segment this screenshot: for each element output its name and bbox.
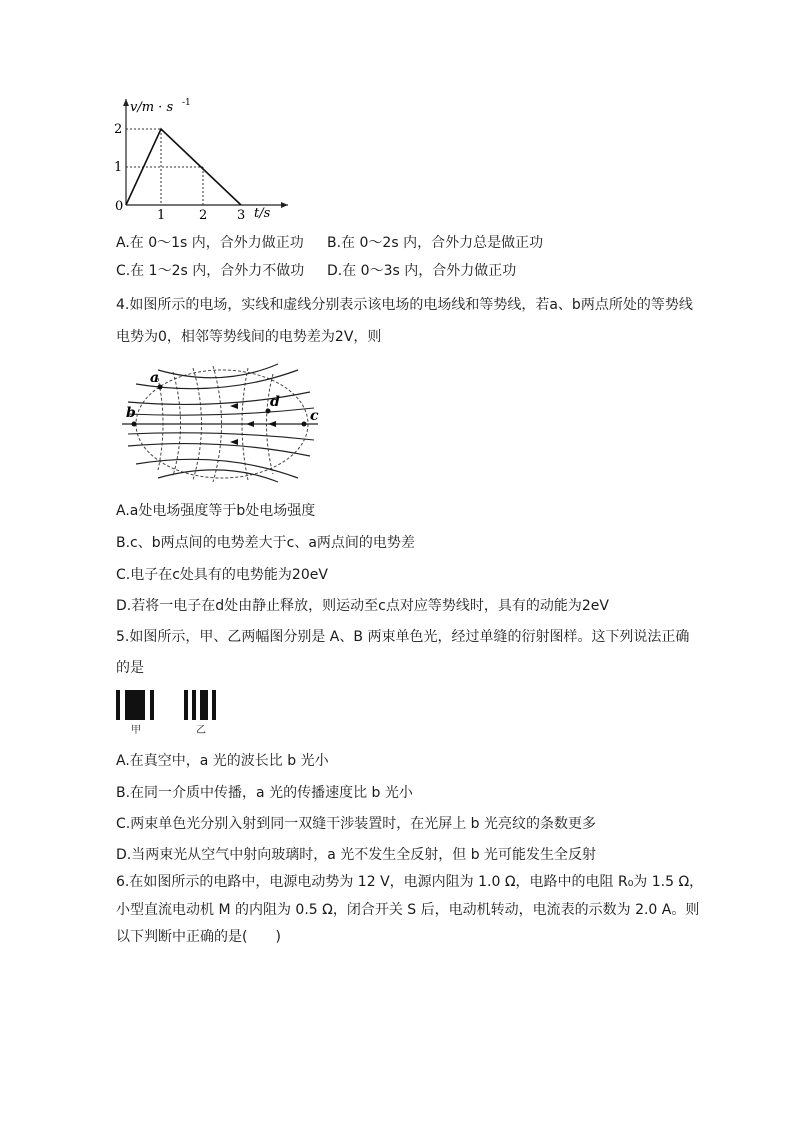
x-tick-label: 1 <box>157 208 166 223</box>
q3-option-d: D.在 0～3s 内，合外力做正功 <box>327 263 517 279</box>
q5-stem-line1: 5.如图所示，甲、乙两幅图分别是 A、B 两束单色光，经过单缝的衍射图样。这下列说法正确 <box>116 629 690 645</box>
q5-option-a: A.在真空中，a 光的波长比 b 光小 <box>116 753 329 769</box>
q6-stem-line1: 6.在如图所示的电路中，电源电动势为 12 V，电源内阻为 1.0 Ω，电路中的电阻 R₀为 1.5 Ω， <box>116 874 704 890</box>
q5-option-d: D.当两束光从空气中射向玻璃时，a 光不发生全反射，但 b 光可能发生全反射 <box>116 847 597 863</box>
y-tick-label: 2 <box>114 122 123 137</box>
origin-label: 0 <box>115 199 124 214</box>
q4-option-c: C.电子在c处具有的电势能为20eV <box>116 567 328 583</box>
y-tick-label: 1 <box>114 160 123 175</box>
q6-stem-line2: 小型直流电动机 M 的内阻为 0.5 Ω，闭合开关 S 后，电动机转动，电流表的示数为 2.0 A。则 <box>116 902 700 918</box>
q5-option-c: C.两束单色光分别入射到同一双缝干涉装置时，在光屏上 b 光亮纹的条数更多 <box>116 816 597 832</box>
electric-field-diagram <box>118 362 326 484</box>
x-tick-label: 2 <box>199 208 208 223</box>
point-a-label: a <box>150 370 160 386</box>
q5-stem-line2: 的是 <box>116 660 144 676</box>
q4-option-d: D.若将一电子在d处由静止释放，则运动至c点对应等势线时，具有的动能为2eV <box>116 598 609 614</box>
point-d-label: d <box>270 394 280 410</box>
velocity-time-graph <box>108 95 290 223</box>
q3-option-b: B.在 0～2s 内，合外力总是做正功 <box>327 235 544 251</box>
diffraction-pattern-jia <box>116 690 160 720</box>
diffraction-label-yi: 乙 <box>196 725 206 736</box>
y-axis-unit-exponent: -1 <box>182 98 191 108</box>
q4-option-b: B.c、b两点间的电势差大于c、a两点间的电势差 <box>116 535 415 551</box>
q3-option-a: A.在 0～1s 内，合外力做正功 <box>116 235 304 251</box>
q3-option-c: C.在 1～2s 内，合外力不做功 <box>116 263 305 279</box>
q5-option-b: B.在同一介质中传播，a 光的传播速度比 b 光小 <box>116 785 413 801</box>
q4-option-a: A.a处电场强度等于b处电场强度 <box>116 503 316 519</box>
x-tick-label: 3 <box>237 208 246 223</box>
diffraction-label-jia: 甲 <box>131 725 141 736</box>
point-c-label: c <box>310 408 319 424</box>
x-axis-label: t/s <box>254 206 271 221</box>
diffraction-pattern-yi <box>184 690 218 720</box>
y-axis-label: v/m · s <box>130 100 174 115</box>
point-b-label: b <box>126 405 136 421</box>
q6-stem-line3: 以下判断中正确的是( ) <box>116 929 281 945</box>
q4-stem-line1: 4.如图所示的电场，实线和虚线分别表示该电场的电场线和等势线，若a、b两点所处的等势线 <box>116 297 693 313</box>
q4-stem-line2: 电势为0，相邻等势线间的电势差为2V，则 <box>116 329 382 345</box>
